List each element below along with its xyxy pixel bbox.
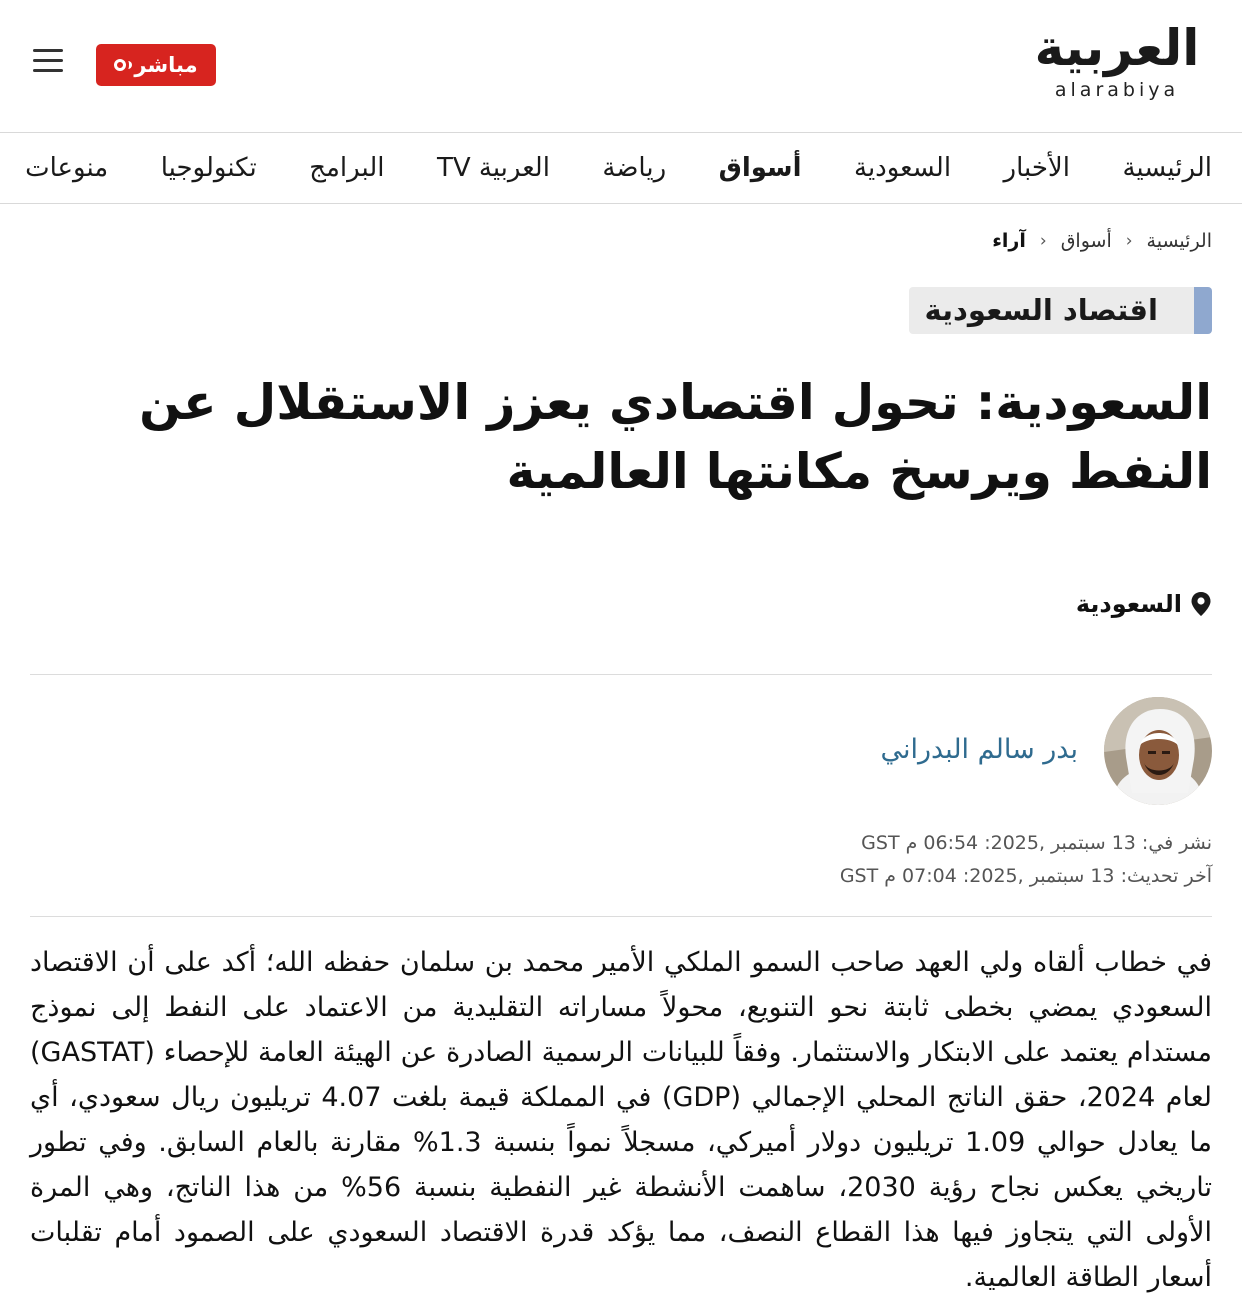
nav-item-variety[interactable]: منوعات [25,153,109,183]
main-nav [0,133,1242,204]
divider [30,916,1212,917]
category-tag[interactable]: اقتصاد السعودية [909,287,1212,334]
logo-english: alarabiya [1054,79,1180,101]
author-name[interactable]: بدر سالم البدراني [880,734,1078,765]
nav-item-alarabiya-tv[interactable]: العربية TV [436,153,550,183]
breadcrumb-home[interactable]: الرئيسية [1146,230,1212,252]
site-logo[interactable] [1022,18,1212,110]
published-date: نشر في: 13 سبتمبر ,2025: 06:54 م GST [861,832,1212,854]
nav-item-markets[interactable]: أسواق [718,153,802,183]
nav-item-programs[interactable]: البرامج [309,153,385,183]
live-broadcast-icon [114,59,126,71]
location-pin-icon [1190,591,1212,617]
breadcrumb-markets[interactable]: أسواق [1060,230,1112,252]
top-header [0,0,1242,133]
live-button[interactable] [96,44,216,86]
nav-item-saudi[interactable]: السعودية [854,153,952,183]
article-location[interactable] [1076,590,1212,618]
updated-date: آخر تحديث: 13 سبتمبر ,2025: 07:04 م GST [839,865,1212,887]
location-label: السعودية [1075,590,1182,618]
nav-item-home[interactable]: الرئيسية [1122,153,1212,183]
author-avatar[interactable] [1104,697,1212,805]
nav-item-sports[interactable]: رياضة [602,153,667,183]
breadcrumb [992,230,1212,252]
nav-item-news[interactable]: الأخبار [1003,153,1070,183]
hamburger-icon[interactable] [33,49,63,75]
divider [30,674,1212,675]
chevron-left-icon: ‹ [1039,231,1047,251]
nav-item-technology[interactable]: تكنولوجيا [160,153,257,183]
logo-arabic: العربية [1034,19,1200,77]
chevron-left-icon: ‹ [1125,231,1133,251]
breadcrumb-opinions[interactable]: آراء [992,230,1026,252]
article-body: في خطاب ألقاه ولي العهد صاحب السمو الملكي الأمير محمد بن سلمان حفظه الله؛ أكد على أن الاقتصاد السعودي يمضي بخطى ثابتة نحو التنويع، محولاً مساراته التقليدية من الاعتماد على النفط إلى نموذج مستدام يعتمد على الابتكار والاستثمار. وفقاً للبيانات الرسمية الصادرة عن الهيئة العامة للإحصاء (GASTAT) لعام 2024، حقق الناتج المحلي الإجمالي (GDP) في المملكة قيمة بلغت 4.07 تريليون ريال سعودي، أي ما يعادل حوالي 1.09 تريليون دولار أميركي، مسجلاً نمواً بنسبة 1.3% مقارنة بالعام السابق. وفي تطور تاريخي يعكس نجاح رؤية 2030، ساهمت الأنشطة غير النفطية بنسبة 56% من هذا الناتج، وهي المرة الأولى التي يتجاوز فيها هذا القطاع النصف، مما يؤكد قدرة الاقتصاد السعودي على الصمود أمام تقلبات أسعار الطاقة العالمية. [30,947,1213,1293]
live-label: مباشر [134,53,198,77]
author-photo [1104,697,1212,805]
article-title: السعودية: تحول اقتصادي يعزز الاستقلال عن النفط ويرسخ مكانتها العالمية [139,374,1212,500]
